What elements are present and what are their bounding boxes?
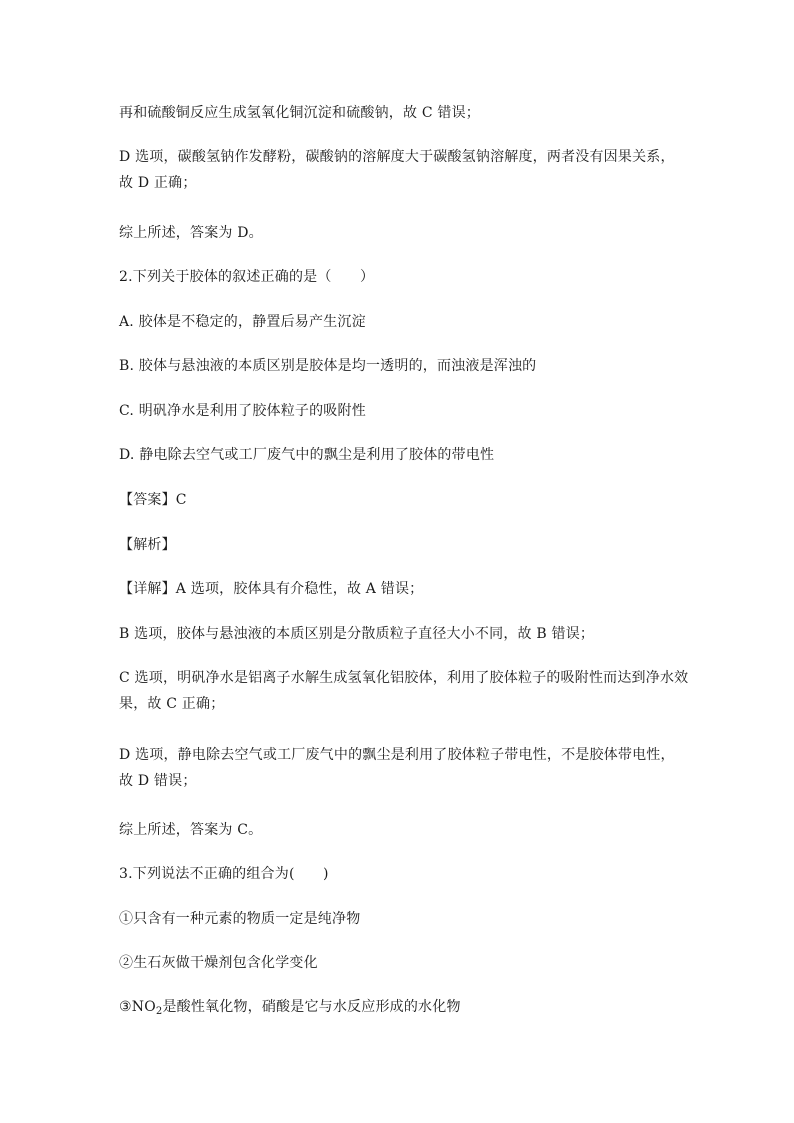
prev-line-1: 再和硫酸铜反应生成氢氧化铜沉淀和硫酸钠，故 C 错误；	[119, 105, 481, 121]
q2-detail-3a: C 选项，明矾净水是铝离子水解生成氢氧化铝胶体，利用了胶体粒子的吸附性而达到净水效	[119, 670, 689, 686]
q2-stem: 2.下列关于胶体的叙述正确的是（ ）	[119, 269, 375, 285]
q3-stem: 3.下列说法不正确的组合为( )	[119, 866, 329, 882]
q2-analysis-heading: 【解析】	[119, 537, 176, 553]
q2-detail-4a: D 选项，静电除去空气或工厂废气中的飘尘是利用了胶体粒子带电性，不是胶体带电性，	[119, 747, 675, 763]
q2-option-b: B. 胶体与悬浊液的本质区别是胶体是均一透明的，而浊液是浑浊的	[119, 358, 537, 374]
q2-summary: 综上所述，答案为 C。	[119, 822, 263, 838]
q2-option-a: A. 胶体是不稳定的，静置后易产生沉淀	[119, 314, 366, 330]
prev-line-3: 故 D 正确；	[119, 175, 197, 191]
q2-detail-2: B 选项，胶体与悬浊液的本质区别是分散质粒子直径大小不同，故 B 错误；	[119, 626, 595, 642]
q3-item-3-rest: 是酸性氧化物，硝酸是它与水反应形成的水化物	[162, 999, 461, 1015]
q2-detail-1: 【详解】A 选项，胶体具有介稳性，故 A 错误；	[119, 581, 424, 597]
q2-detail-4b: 故 D 错误；	[119, 773, 197, 789]
q3-item-3-subscript: 2	[155, 1006, 163, 1017]
q2-option-d: D. 静电除去空气或工厂废气中的飘尘是利用了胶体的带电性	[119, 447, 495, 463]
q3-item-3	[119, 998, 461, 1016]
prev-summary: 综上所述，答案为 D。	[119, 225, 263, 241]
prev-line-2: D 选项，碳酸氢钠作发酵粉，碳酸钠的溶解度大于碳酸氢钠溶解度，两者没有因果关系，	[119, 149, 675, 165]
q3-item-1: ①只含有一种元素的物质一定是纯净物	[119, 911, 361, 927]
q2-detail-3b: 果，故 C 正确；	[119, 696, 225, 712]
q3-item-3-prefix: ③NO	[119, 999, 156, 1015]
q2-answer: 【答案】C	[119, 492, 187, 508]
q2-option-c: C. 明矾净水是利用了胶体粒子的吸附性	[119, 403, 366, 419]
q3-item-2: ②生石灰做干燥剂包含化学变化	[119, 955, 318, 971]
